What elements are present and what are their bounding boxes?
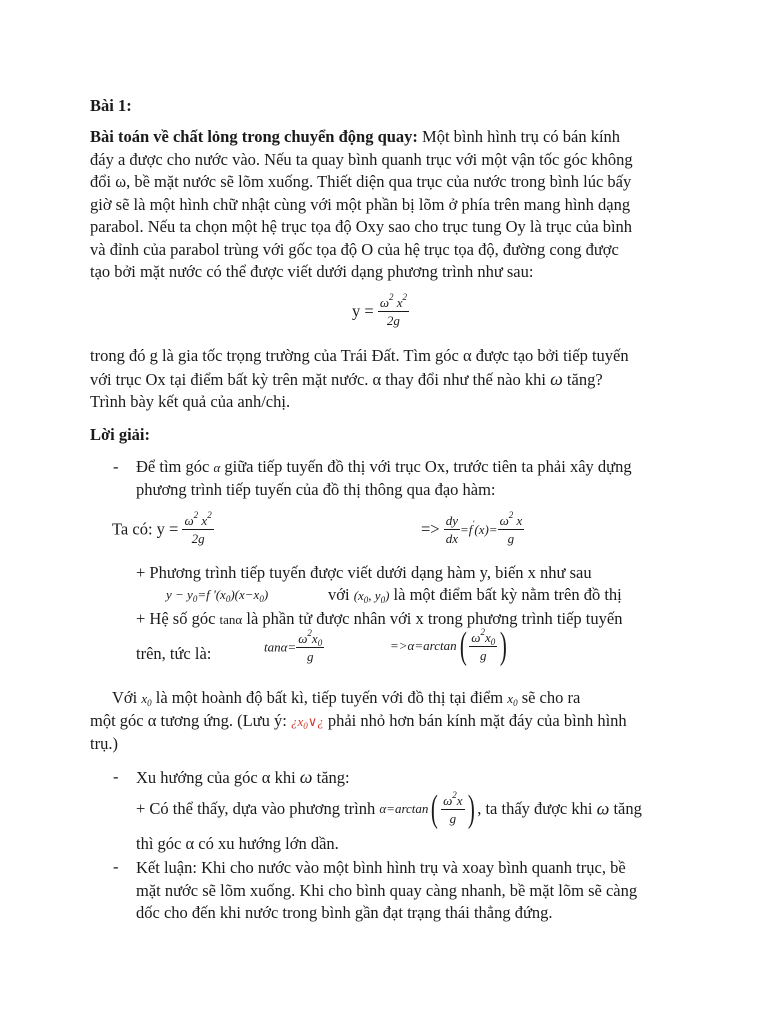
problem-line-6: tạo bởi mặt nước có thể được viết dưới dạng phương trình như sau: [90,262,534,281]
tren-label: trên, tức là: [136,644,212,663]
tangent-point-note: với ($x_0$, $y_0$) là một điểm bất kỳ nằm trên đồ thị [328,585,622,605]
equation-omega: ω [379,295,389,310]
slope-line: + Hệ số góc tanα là phần tử được nhân với x trong phương trình tiếp tuyến [136,609,623,628]
alpha-symbol: α [213,460,221,475]
problem-line-4: parabol. Nếu ta chọn một hệ trục tọa độ Oxy sao cho trục tung Oy là trục của bình [90,217,633,236]
bullet-dash-1: - [113,457,119,476]
bullet2-title: Xu hướng của góc α khi ω tăng: [136,767,350,787]
arctan-fraction: $\frac{\omega^2x_0}{g}$ [471,626,496,663]
derivative-result: => $\frac{dy}{dx}$ =f'(x)= $\frac{\omega^2 x}{g}$ [421,510,523,546]
question-line-1: với trục Ox tại điểm bất kỳ trên mặt nước. α thay đổi như thế nào khi [90,369,546,389]
problem-line-2: đổi ω, bề mặt nước sẽ lõm xuống. Thiết diện qua trục của nước trong bình lúc bấy [90,172,632,191]
question-line-0: trong đó g là gia tốc trọng trường của Trái Đất. Tìm góc α được tạo bởi tiếp tuyến [90,346,629,365]
voi-line-3: trụ.) [90,734,118,753]
problem-line-5: và đỉnh của parabol trùng với gốc tọa độ O của hệ trục tọa độ, đường cong được [90,239,619,259]
problem-paragraph [90,126,680,284]
bullet-dash-3: - [113,857,119,876]
tan-alpha: tanα [219,612,243,627]
derivative-fraction-2: $\frac{\omega^2 x}{g}$ [499,510,523,546]
question-line-1b: tăng? [562,369,603,389]
omega-symbol: ω [550,368,563,389]
arctan-equation: =>α=arctan( $\frac{\omega^2x_0}{g}$ ) [390,625,508,667]
equation-denominator: 2g [386,313,400,328]
problem-question [90,345,680,414]
abs-x0-expr: ¿$x_0\vee¿$ [290,714,324,731]
equation-lhs: y = [352,301,374,321]
tan-fraction: $\frac{\omega^2x_0}{g}$ [298,628,323,664]
bullet2-fraction: $\frac{\omega^2x}{g}$ [443,789,463,826]
solution-heading: Lời giải: [90,425,151,444]
conclusion-line-2: dốc cho đến khi nước trong bình gần đạt trạng thái thẳng đứng. [136,903,553,922]
derivative-fraction-1: $\frac{\omega^2 x^2}{2g}$ [184,510,212,546]
voi-line-1: Với $x_0$ là một hoành độ bất kì, tiếp tuyến với đồ thị tại điểm $x_0$ sẽ cho ra [112,688,581,708]
tangent-intro: + Phương trình tiếp tuyến được viết dưới dạng hàm y, biến x như sau [136,563,592,582]
problem-line-0: Một bình hình trụ có bán kính [417,127,621,146]
parabola-equation [352,294,409,329]
conclusion-line-0: Kết luận: Khi cho nước vào một bình hình trụ và xoay bình quanh trục, bề [136,858,626,877]
bullet-dash-2: - [113,767,119,786]
exercise-heading: Bài 1: [90,96,132,115]
derivative-line: Ta có: y = $\frac{\omega^2 x^2}{2g}$ [112,510,212,546]
conclusion-line-1: mặt nước sẽ lõm xuống. Khi cho bình quay càng nhanh, bề mặt lõm sẽ càng [136,880,638,900]
equation-fraction: $\frac{\omega^2 x^2}{2g}$ [379,292,408,328]
tangent-equation: $y - y_0=f$ '$(x_0)(x-x_0)$ [166,587,269,604]
bullet2-line2: thì góc α có xu hướng lớn dần. [136,834,339,853]
bullet2-line1: + Có thể thấy, dựa vào phương trình α=arctan( $\frac{\omega^2x}{g}$ ) , ta thấy được khi ω tăng [136,788,642,830]
bullet1-line2: phương trình tiếp tuyến của đồ thị thông qua đạo hàm: [136,480,496,499]
dy-dx-fraction: $\frac{dy}{dx}$ [445,513,459,546]
conclusion [136,857,637,925]
bullet1-line1: Để tìm góc α giữa tiếp tuyến đồ thị với trục Ox, trước tiên ta phải xây dựng [136,457,632,476]
question-line-3: Trình bày kết quả của anh/chị. [90,392,291,411]
problem-lead: Bài toán về chất lỏng trong chuyển động quay: [90,127,418,146]
voi-line-2: một góc α tương ứng. (Lưu ý: ¿$x_0\vee¿$ phải nhỏ hơn bán kính mặt đáy của bình hình [90,711,627,731]
tan-equation: tanα= $\frac{\omega^2x_0}{g}$ [264,628,323,664]
problem-line-3: giờ sẽ là một hình chữ nhật cùng với một phần bị lõm ở phía trên mang hình dạng [90,194,631,214]
problem-line-1: đáy a được cho nước vào. Nếu ta quay bình quanh trục với một vận tốc góc không [90,149,633,169]
